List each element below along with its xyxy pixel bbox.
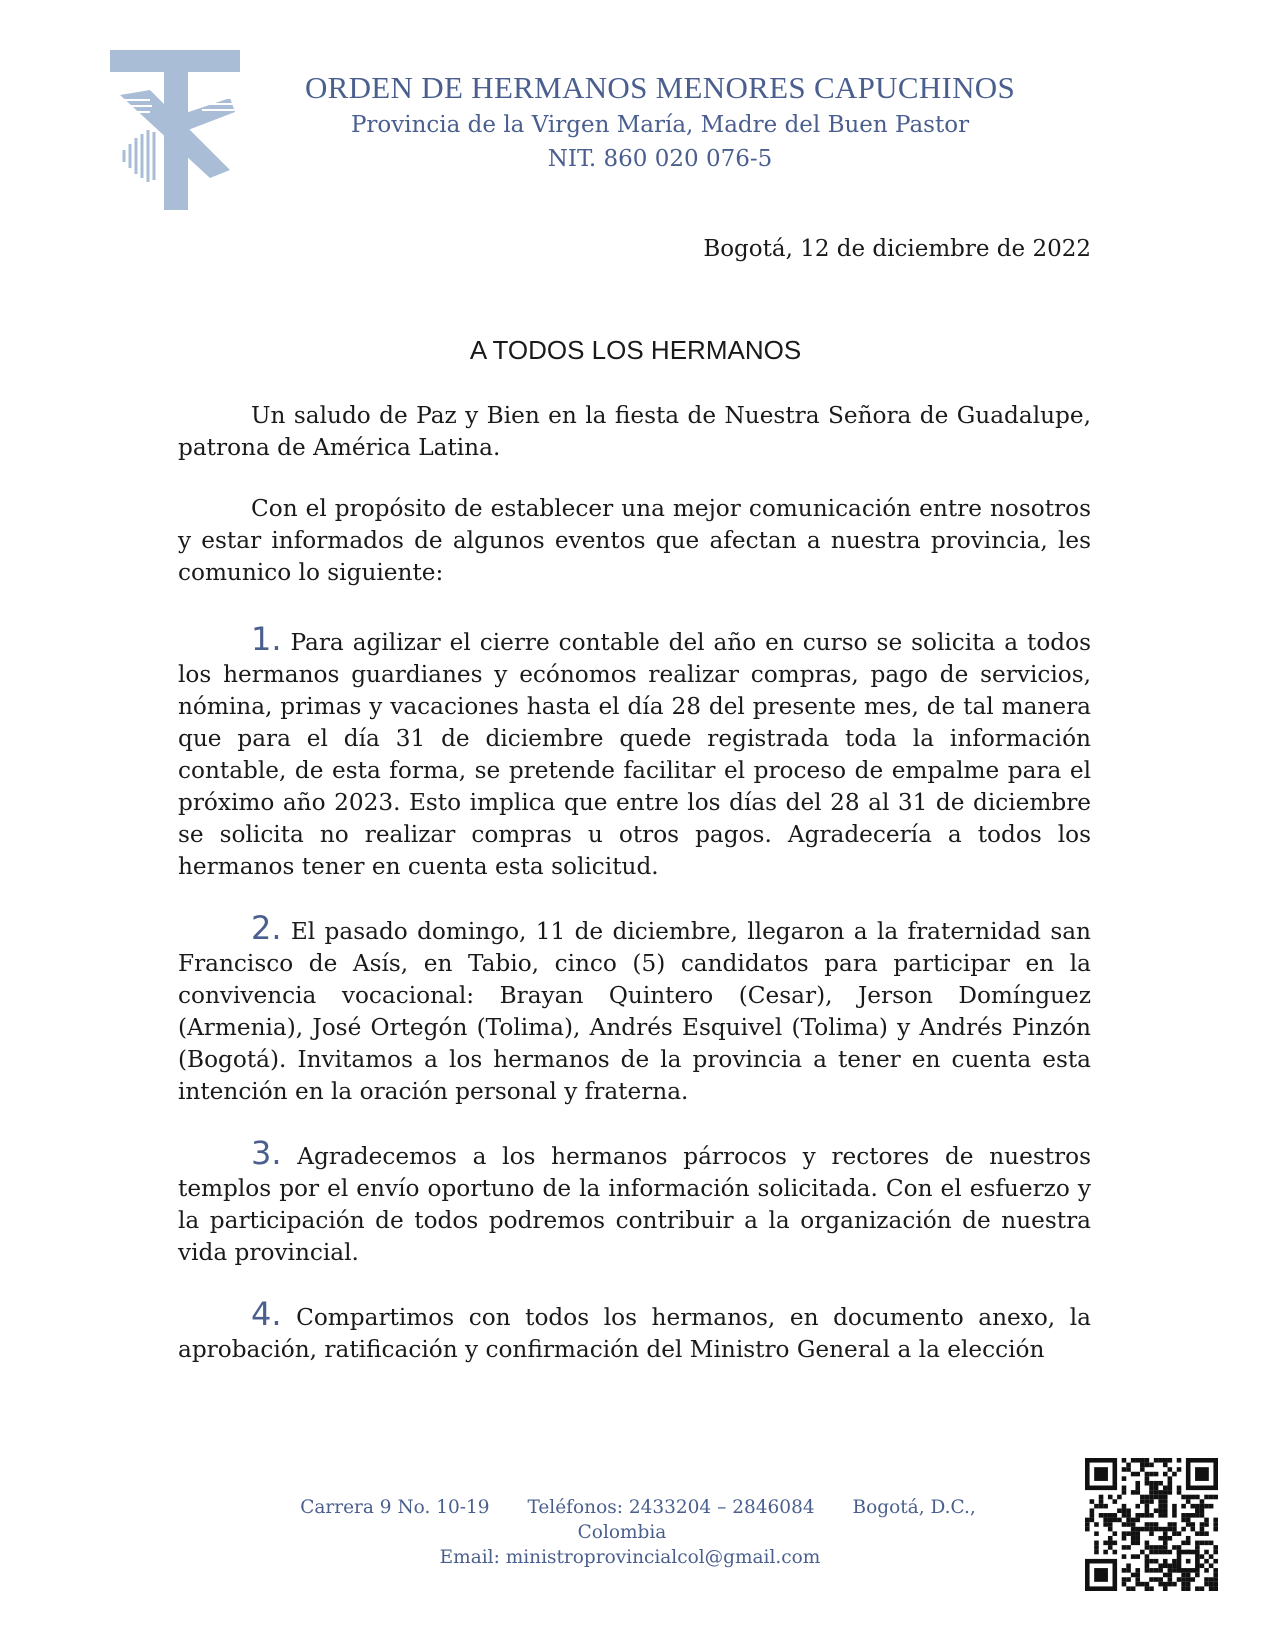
- franciscan-logo-icon: [110, 50, 245, 210]
- intro-paragraph: Con el propósito de establecer una mejor comunicación entre nosotros y estar informados de algunos eventos que afectan a nuestra provincia, les comunico lo siguiente:: [178, 495, 1091, 586]
- letter-body: [178, 400, 1091, 1395]
- item-text: El pasado domingo, 11 de diciembre, llegaron a la fraternidad san Francisco de Asís, en Tabio, cinco (5) candidatos para participar en la convivencia vocacional: Brayan Quintero (Cesar), Jerson Domínguez (Armenia), José Ortegón (Tolima), Andrés Esquivel (Tolima) y Andrés Pinzón (Bogotá). Invitamos a los hermanos de la provincia a tener en cuenta esta intención en la oración personal y fraterna.: [178, 918, 1091, 1105]
- organization-name: ORDEN DE HERMANOS MENORES CAPUCHINOS: [304, 70, 1016, 105]
- nit-number: NIT. 860 020 076-5: [547, 146, 773, 172]
- footer-phones: Teléfonos: 2433204 – 2846084: [527, 1497, 815, 1518]
- item-text: Agradecemos a los hermanos párrocos y rectores de nuestros templos por el envío oportuno de la información solicitada. Con el esfuerzo y la participación de todos podremos contribuir a la organización de nuestra vida provincial.: [178, 1143, 1091, 1266]
- province-name: Provincia de la Virgen María, Madre del Buen Pastor: [350, 112, 970, 138]
- numbered-item: [178, 909, 1091, 1108]
- numbered-item: [178, 1295, 1091, 1366]
- numbered-item: [178, 1134, 1091, 1269]
- letter-footer: [240, 1495, 1020, 1570]
- item-number: 4.: [251, 1295, 282, 1333]
- item-number: 1.: [251, 620, 282, 658]
- footer-city: Bogotá, D.C., Colombia: [577, 1497, 976, 1543]
- footer-email: Email: ministroprovincialcol@gmail.com: [439, 1547, 821, 1568]
- organization-header: [260, 68, 1060, 176]
- salutation: A TODOS LOS HERMANOS: [469, 335, 802, 365]
- footer-contact-line: [240, 1495, 1020, 1545]
- letter-date: Bogotá, 12 de diciembre de 2022: [703, 236, 1091, 262]
- intro-paragraph: Un saludo de Paz y Bien en la fiesta de Nuestra Señora de Guadalupe, patrona de América Latina.: [178, 402, 1091, 461]
- item-number: 2.: [251, 909, 282, 947]
- footer-address: Carrera 9 No. 10-19: [300, 1497, 490, 1518]
- item-text: Para agilizar el cierre contable del año en curso se solicita a todos los hermanos guardianes y ecónomos realizar compras, pago de servicios, nómina, primas y vacaciones hasta el día 28 del presente mes, de tal manera que para el día 31 de diciembre quede registrada toda la información contable, de esta forma, se pretende facilitar el proceso de empalme para el próximo año 2023. Esto implica que entre los días del 28 al 31 de diciembre se solicita no realizar compras u otros pagos. Agradecería a todos los hermanos tener en cuenta esta solicitud.: [178, 629, 1091, 880]
- qr-code-icon[interactable]: [1085, 1458, 1218, 1591]
- item-text: Compartimos con todos los hermanos, en documento anexo, la aprobación, ratificación y confirmación del Ministro General a la elección: [178, 1304, 1091, 1363]
- numbered-item: [178, 620, 1091, 883]
- item-number: 3.: [251, 1134, 282, 1172]
